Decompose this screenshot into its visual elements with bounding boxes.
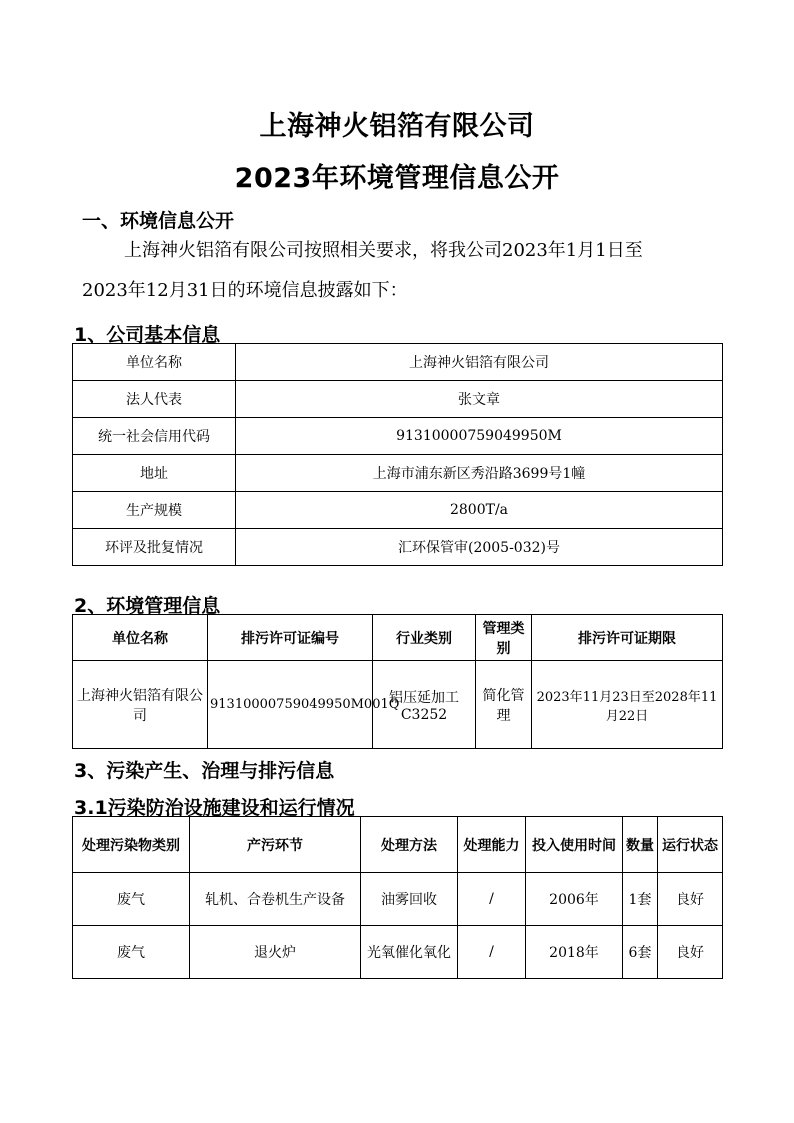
basic-info-table [72, 343, 723, 566]
label-cell: 生产规模 [73, 492, 236, 529]
method-cell: 光氧催化氧化 [361, 926, 458, 979]
label-cell: 环评及批复情况 [73, 529, 236, 566]
subsection-heading-facilities: 3.1污染防治设施建设和运行情况 [74, 797, 355, 819]
table-row [73, 873, 723, 926]
header-cell: 行业类别 [373, 615, 476, 661]
management-category-cell: 简化管理 [476, 661, 532, 749]
header-cell: 管理类别 [476, 615, 532, 661]
header-cell: 处理方法 [361, 817, 458, 873]
document-title-main: 2023年环境管理信息公开 [234, 163, 560, 194]
table-row [73, 926, 723, 979]
header-cell: 单位名称 [73, 615, 208, 661]
document-title-company: 上海神火铝箔有限公司 [259, 111, 535, 142]
status-cell: 良好 [658, 873, 723, 926]
value-cell: 上海神火铝箔有限公司 [236, 344, 723, 381]
header-cell: 处理能力 [458, 817, 526, 873]
header-cell: 排污许可证编号 [208, 615, 373, 661]
value-cell: 2800T/a [236, 492, 723, 529]
permit-number-cell: 91310000759049950M001Q [208, 661, 373, 749]
pollutant-type-cell: 废气 [73, 926, 190, 979]
section-heading-env-info: 一、环境信息公开 [82, 210, 235, 232]
table-row [73, 344, 723, 381]
quantity-cell: 1套 [623, 873, 658, 926]
table-row [73, 529, 723, 566]
intro-paragraph-line2: 2023年12月31日的环境信息披露如下： [82, 280, 408, 301]
value-cell: 汇环保管审(2005-032)号 [236, 529, 723, 566]
value-cell: 上海市浦东新区秀沿路3699号1幢 [236, 455, 723, 492]
industry-category-cell: 铝压延加工C3252 [373, 661, 476, 749]
start-year-cell: 2018年 [526, 926, 623, 979]
facilities-table [72, 816, 723, 979]
pollutant-type-cell: 废气 [73, 873, 190, 926]
company-name-cell: 上海神火铝箔有限公司 [73, 661, 208, 749]
header-cell: 产污环节 [190, 817, 361, 873]
table-header-row [73, 817, 723, 873]
section-heading-pollution: 3、污染产生、治理与排污信息 [74, 760, 335, 782]
table-row [73, 418, 723, 455]
quantity-cell: 6套 [623, 926, 658, 979]
section-heading-basic-info: 1、公司基本信息 [74, 324, 221, 346]
header-cell: 投入使用时间 [526, 817, 623, 873]
value-cell: 91310000759049950M [236, 418, 723, 455]
env-mgmt-table [72, 614, 723, 749]
header-cell: 排污许可证期限 [532, 615, 723, 661]
label-cell: 统一社会信用代码 [73, 418, 236, 455]
table-row [73, 492, 723, 529]
intro-paragraph-line1: 上海神火铝箔有限公司按照相关要求，将我公司2023年1月1日至 [124, 240, 643, 261]
source-cell: 轧机、合卷机生产设备 [190, 873, 361, 926]
capacity-cell: / [458, 926, 526, 979]
capacity-cell: / [458, 873, 526, 926]
table-header-row [73, 615, 723, 661]
label-cell: 地址 [73, 455, 236, 492]
status-cell: 良好 [658, 926, 723, 979]
label-cell: 法人代表 [73, 381, 236, 418]
source-cell: 退火炉 [190, 926, 361, 979]
header-cell: 处理污染物类别 [73, 817, 190, 873]
label-cell: 单位名称 [73, 344, 236, 381]
permit-period-cell: 2023年11月23日至2028年11月22日 [532, 661, 723, 749]
header-cell: 运行状态 [658, 817, 723, 873]
section-heading-env-mgmt: 2、环境管理信息 [74, 595, 221, 617]
value-cell: 张文章 [236, 381, 723, 418]
method-cell: 油雾回收 [361, 873, 458, 926]
table-row [73, 661, 723, 749]
start-year-cell: 2006年 [526, 873, 623, 926]
header-cell: 数量 [623, 817, 658, 873]
table-row [73, 381, 723, 418]
table-row [73, 455, 723, 492]
